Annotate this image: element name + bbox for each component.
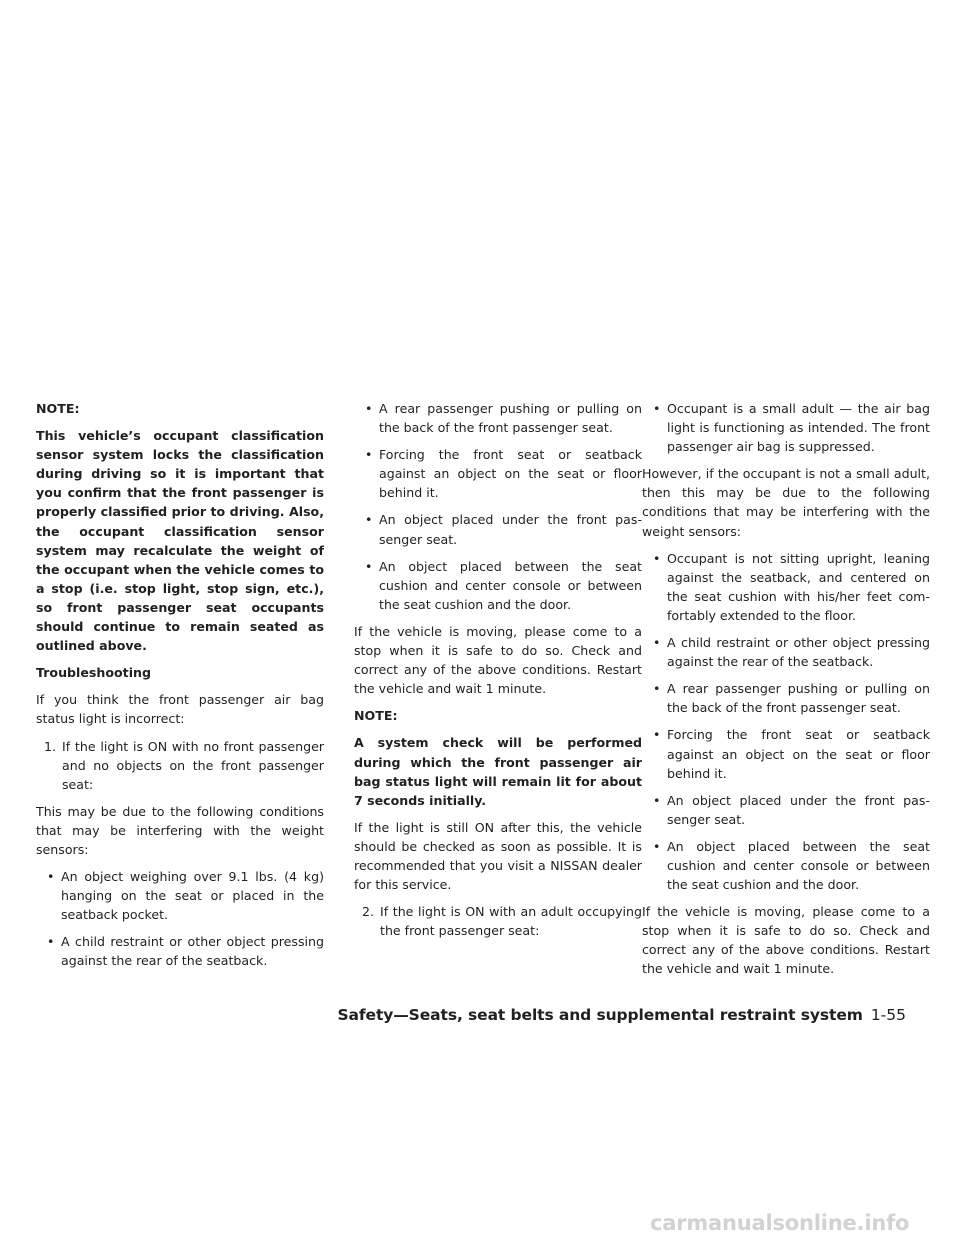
bullet-item [642,399,930,456]
bullet-item [642,725,930,782]
bullet-text: Occupant is not sitting upright, leaning against the seatback, and centered on the seat cushion with his/her feet comfortably extended to the floor. [667,550,930,623]
item-number: 2. [362,904,375,920]
bullet-text: An object placed between the seat cushion and center console or between the seat cushion and the door. [379,558,642,612]
bullet-item [36,867,324,924]
note-heading: NOTE: [354,708,398,724]
item-text: If the light is ON with an adult occupying the front passenger seat: [380,904,642,939]
bullet-item [354,557,642,614]
troubleshooting-heading: Troubleshooting [36,665,151,681]
note-body: This vehicle’s occupant classification sensor system locks the classification during driving so it is important that you confirm that the front passenger is properly classified prior to driving. Also, the occupant classification sensor system may recalculate the weight of the occupant when the vehicle comes to a stop (i.e. stop light, stop sign, etc.), so front passenger seat occupants should continue to remain seated as outlined above. [36,428,324,654]
moving-instructions: If the vehicle is moving, please come to a stop when it is safe to do so. Check and correct any of the above conditions. Restart the vehicle and wait 1 minute. [642,904,930,977]
bullet-icon: • [653,792,661,808]
bullet-item [354,510,642,548]
bullet-item [36,932,324,970]
numbered-item-2 [354,902,642,940]
column-left [36,399,324,979]
bullet-icon: • [653,550,661,566]
bullet-text: An object placed under the front passenger seat. [667,792,930,827]
column-middle [354,399,642,948]
page-footer [337,1005,906,1025]
bullet-icon: • [365,558,373,574]
bullet-icon: • [365,401,373,416]
item-text: If the light is ON with no front passenger and no objects on the front passenger seat: [62,738,324,792]
bullet-text: An object weighing over 9.1 lbs. (4 kg) hanging on the seat or placed in the seatback pocket. [61,869,324,923]
numbered-item-1 [36,737,324,794]
bullet-item [642,549,930,625]
bullet-icon: • [653,681,661,697]
bullet-text: A rear passenger pushing or pulling on the back of the front passenger seat. [667,681,930,716]
still-on-paragraph: If the light is still ON after this, the vehicle should be checked as soon as possible. It is recommended that you visit a NISSAN dealer for this service. [354,819,642,893]
bullet-icon: • [653,401,661,416]
bullet-text: Occupant is a small adult — the air bag light is functioning as intended. The front passenger air bag is suppressed. [667,401,930,455]
bullet-icon: • [47,869,55,885]
bullet-item [642,679,930,717]
watermark: carmanualsonline.info [650,1211,910,1235]
bullet-text: A child restraint or other object pressing against the rear of the seatback. [667,635,930,670]
bullet-text: An object placed between the seat cushion and center console or between the seat cushion and the door. [667,838,930,893]
bullet-icon: • [653,727,661,743]
bullet-item [354,399,642,437]
note-body: A system check will be performed during which the front passenger air bag status light will remain lit for about 7 seconds initially. [354,735,642,808]
bullet-item [354,445,642,502]
column-right [642,399,930,987]
bullet-icon: • [47,934,55,950]
bullet-text: An object placed under the front passenger seat. [379,512,642,547]
cause-intro: This may be due to the following conditions that may be interfering with the weight sensors: [36,803,324,857]
bullet-text: Forcing the front seat or seatback against an object on the seat or floor behind it. [667,727,930,781]
bullet-icon: • [653,635,661,651]
bullet-item [642,791,930,829]
page-number: 1-55 [870,1006,906,1024]
bullet-text: A rear passenger pushing or pulling on the back of the front passenger seat. [379,401,642,436]
bullet-icon: • [365,447,373,463]
moving-instructions: If the vehicle is moving, please come to a stop when it is safe to do so. Check and correct any of the above conditions. Restart the vehicle and wait 1 minute. [354,623,642,697]
bullet-text: Forcing the front seat or seatback against an object on the seat or floor behind it. [379,447,642,501]
note-heading: NOTE: [36,401,80,416]
however-paragraph: However, if the occupant is not a small adult, then this may be due to the following conditions that may be interfering with the weight sensors: [642,466,930,539]
item-number: 1. [44,738,57,754]
bullet-item [642,633,930,671]
bullet-item [642,837,930,894]
bullet-icon: • [653,838,661,854]
bullet-icon: • [365,512,373,528]
troubleshooting-intro: If you think the front passenger air bag status light is incorrect: [36,692,324,727]
bullet-text: A child restraint or other object pressing against the rear of the seatback. [61,934,324,969]
section-title: Safety—Seats, seat belts and supplemental restraint system [337,1006,863,1024]
